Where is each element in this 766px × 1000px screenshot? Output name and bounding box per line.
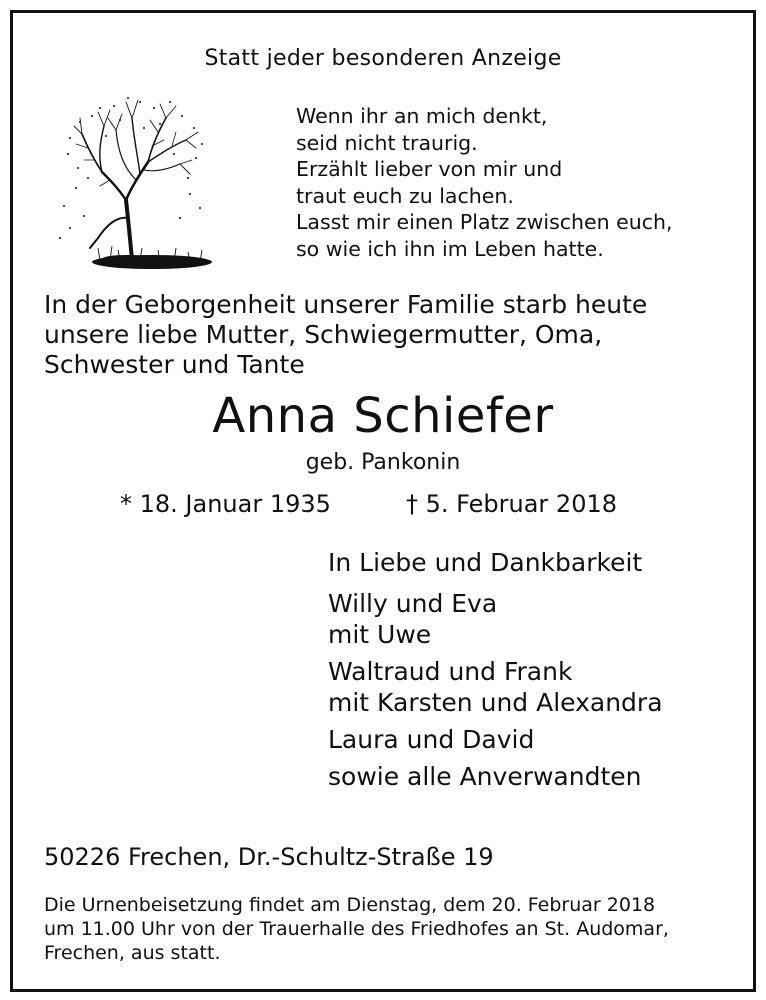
- maiden-name: geb. Pankonin: [305, 450, 461, 475]
- poem-line: Erzählt lieber von mir und: [296, 157, 563, 181]
- poem-line: traut euch zu lachen.: [296, 183, 514, 208]
- burial-notice: [44, 893, 669, 965]
- intro-line: In der Geborgenheit unserer Familie starb heute: [44, 290, 648, 319]
- mourner-line: sowie alle Anverwandten: [328, 762, 642, 791]
- poem-line: Wenn ihr an mich denkt,: [296, 104, 548, 128]
- mourners-block: [328, 548, 663, 792]
- intro-line: Schwester und Tante: [44, 350, 305, 379]
- mourner-line: mit Karsten und Alexandra: [328, 688, 663, 717]
- mourner-line: mit Uwe: [328, 620, 432, 649]
- mourner-line: Willy und Eva: [328, 589, 498, 618]
- birth-date: * 18. Januar 1935: [120, 490, 331, 518]
- deceased-name: Anna Schiefer: [212, 388, 554, 444]
- notice-line: um 11.00 Uhr von der Trauerhalle des Friedhofes an St. Audomar,: [44, 918, 669, 940]
- notice-line: Die Urnenbeisetzung findet am Dienstag, dem 20. Februar 2018: [44, 894, 656, 916]
- poem-line: seid nicht traurig.: [296, 130, 478, 155]
- address: 50226 Frechen, Dr.-Schultz-Straße 19: [44, 843, 494, 871]
- tree-icon: [40, 88, 220, 278]
- poem: [296, 103, 673, 262]
- poem-line: so wie ich ihn im Leben hatte.: [296, 236, 604, 261]
- mourner-line: Laura und David: [328, 725, 535, 754]
- notice-line: Frechen, aus statt.: [44, 942, 221, 964]
- mourner-line: Waltraud und Frank: [328, 657, 573, 686]
- poem-line: Lasst mir einen Platz zwischen euch,: [296, 210, 673, 234]
- death-date: † 5. Februar 2018: [406, 490, 618, 518]
- mourners-heading: In Liebe und Dankbarkeit: [328, 548, 643, 577]
- intro-text: [44, 290, 647, 380]
- announcement-header: Statt jeder besonderen Anzeige: [204, 46, 562, 71]
- intro-line: unsere liebe Mutter, Schwiegermutter, Oma,: [44, 320, 603, 349]
